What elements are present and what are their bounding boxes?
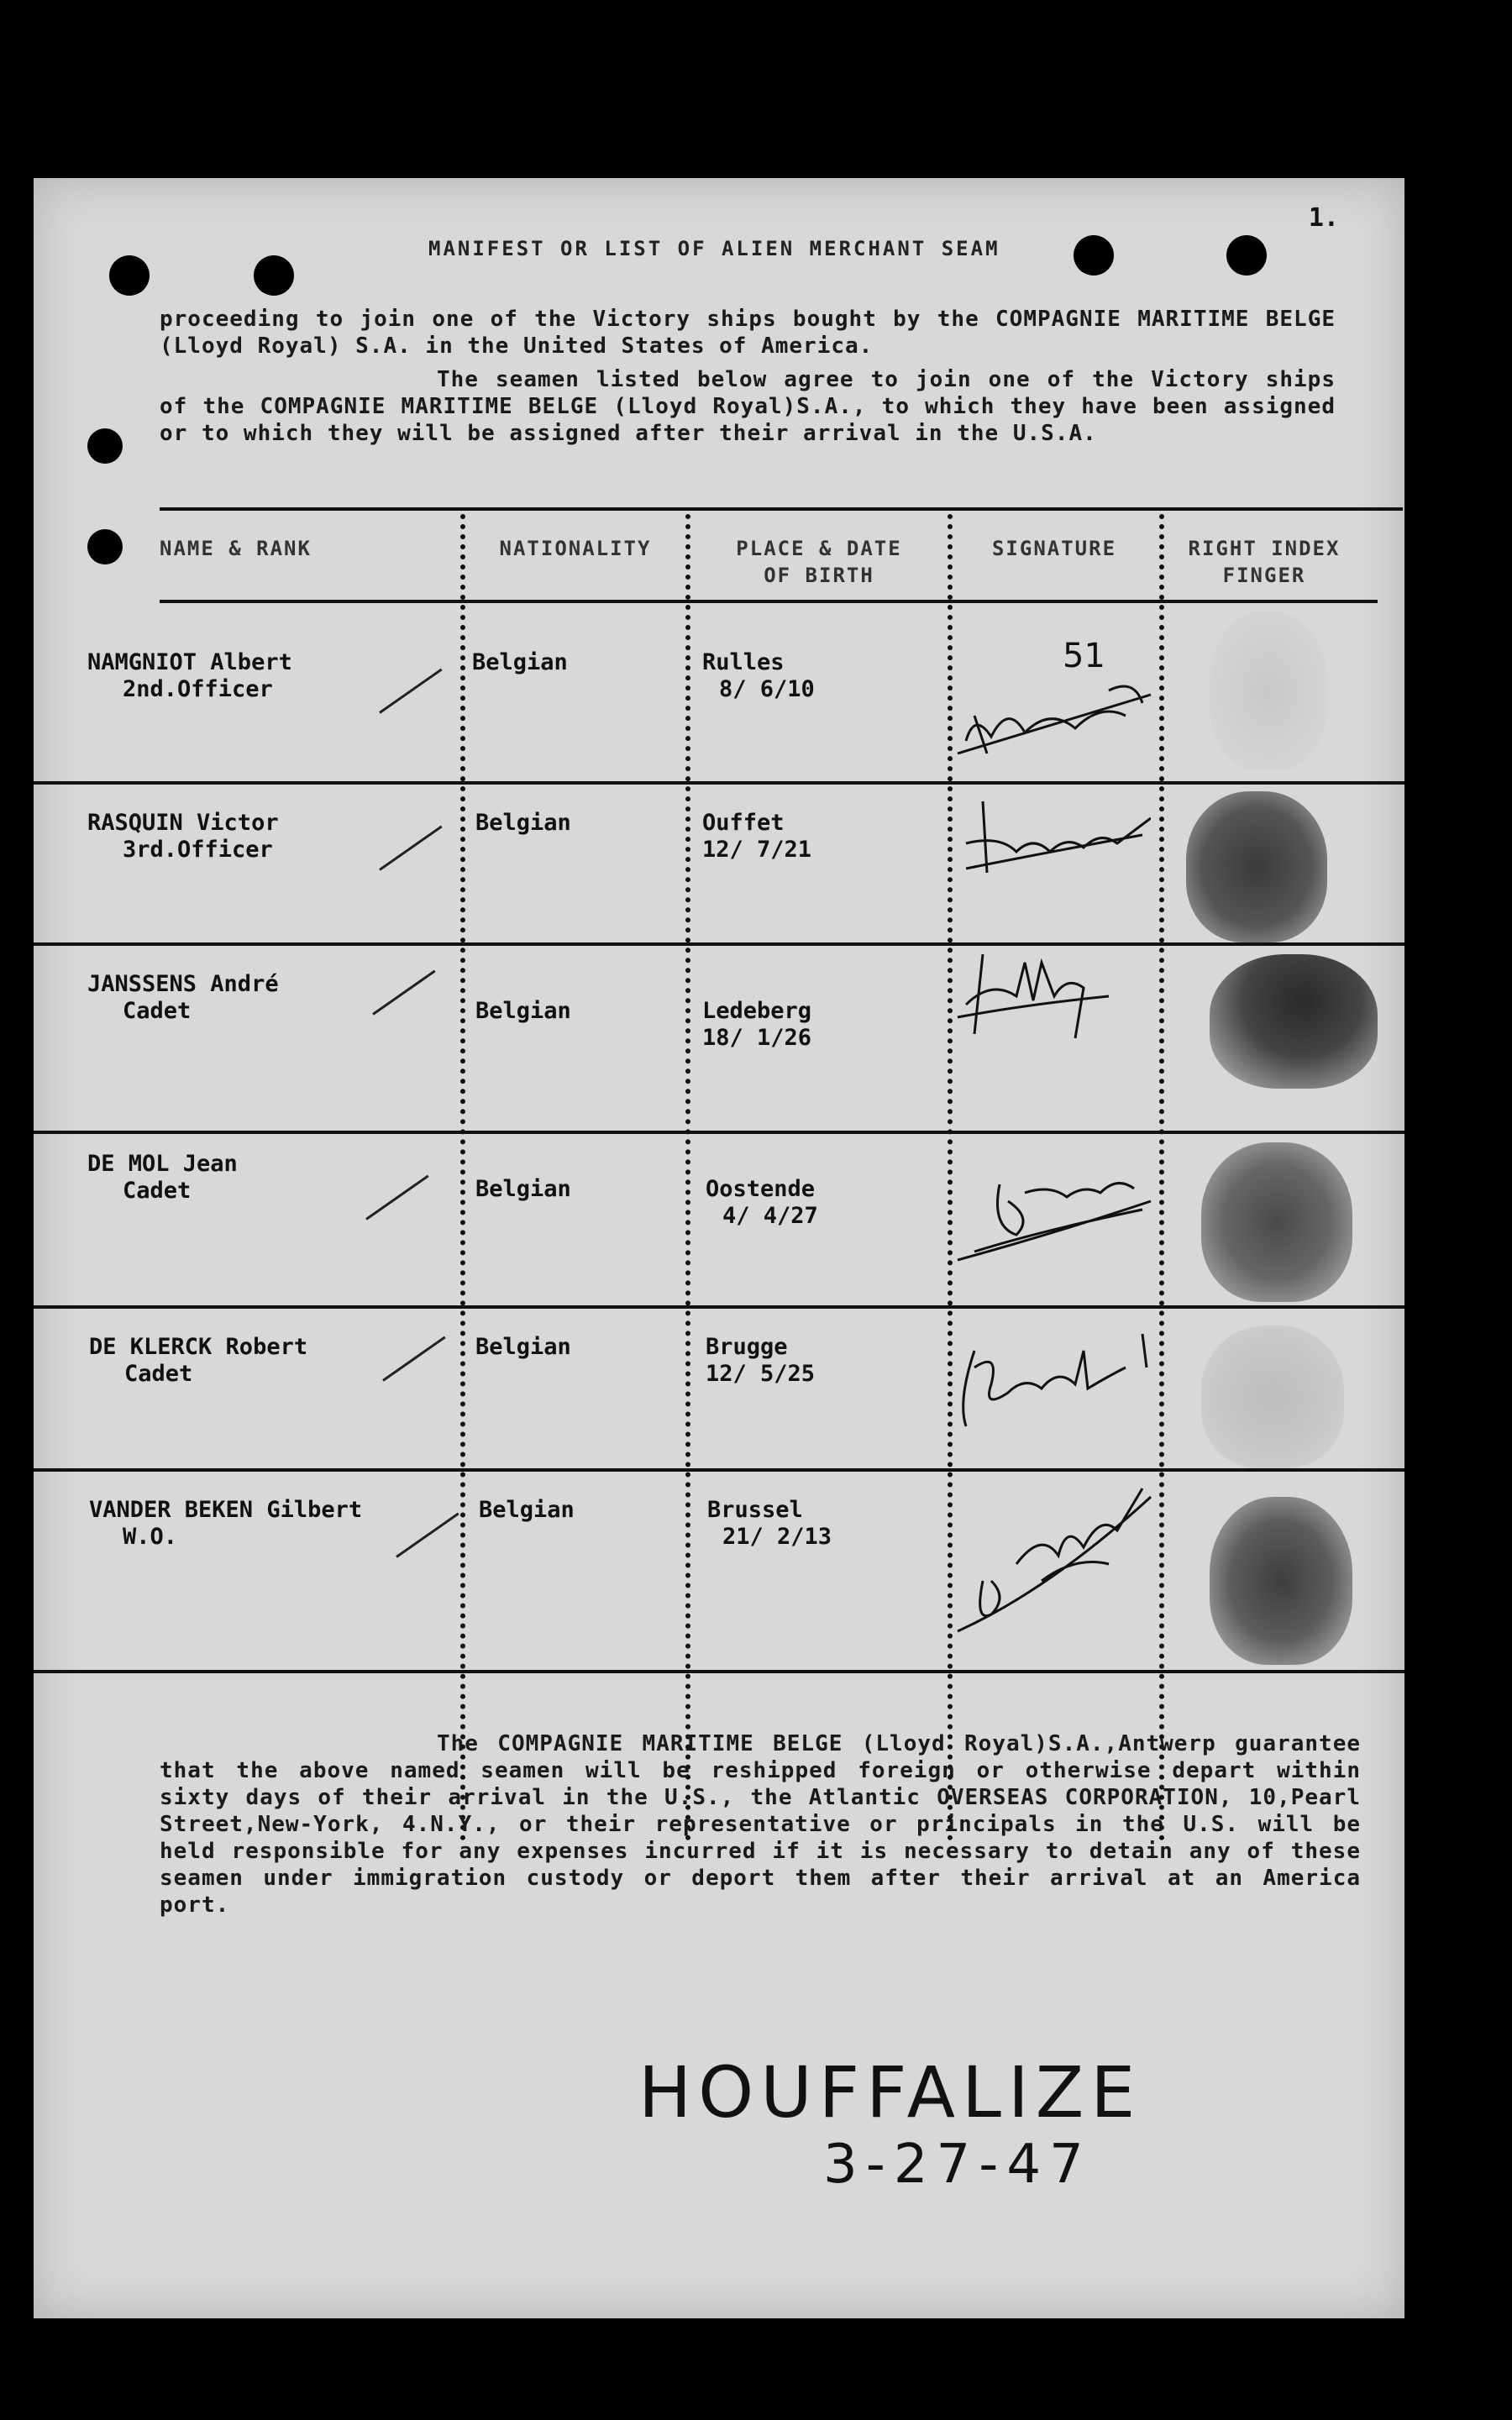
signature-note: 51 [1063, 637, 1105, 675]
signature [941, 1472, 1159, 1640]
signature [949, 793, 1151, 885]
birth-place: Rulles [702, 649, 785, 675]
fingerprint [1201, 1325, 1344, 1468]
signature [941, 1317, 1159, 1443]
seaman-name: RASQUIN Victor [87, 810, 279, 836]
birth-date: 12/ 7/21 [702, 837, 812, 863]
nationality: Belgian [479, 1497, 575, 1523]
signature [941, 946, 1126, 1047]
nationality: Belgian [475, 1176, 571, 1202]
birth-date: 12/ 5/25 [706, 1361, 816, 1387]
page-number: 1. [1308, 203, 1339, 233]
signature [941, 1151, 1159, 1268]
table-row [34, 602, 1404, 780]
seaman-name: NAMGNIOT Albert [87, 649, 292, 675]
check-mark [379, 826, 442, 871]
table-top-rule [160, 507, 1403, 511]
punch-hole [1226, 235, 1267, 276]
column-header-name: NAME & RANK [160, 537, 312, 560]
seaman-name: VANDER BEKEN Gilbert [89, 1497, 363, 1523]
punch-hole [87, 529, 123, 564]
punch-hole [254, 255, 294, 296]
table-bottom-rule [34, 1670, 1404, 1673]
seaman-rank: W.O. [123, 1524, 178, 1550]
signature [941, 653, 1159, 770]
table-row [34, 946, 1404, 1131]
table-row [34, 1309, 1404, 1468]
column-header-nationality: NATIONALITY [499, 537, 652, 560]
handwritten-date: 3-27-47 [823, 2134, 1092, 2196]
nationality: Belgian [475, 810, 571, 836]
seaman-rank: Cadet [124, 1361, 193, 1387]
guarantee-text: The COMPAGNIE MARITIME BELGE (Lloyd Royal)S.A.,Antwerp guarantee that the above named seamen will be reshipped foreign or otherwise depart within sixty days of their arrival in the U.S., the Atlantic OVERSEAS CORPORATION, 10,Pearl Street,New-York, 4.N.Y., or their representative or principals in the U.S. will be held responsible for any expenses incurred if it is necessary to detain any of these seamen under immigration custody or deport them after their arrival at an America port. [160, 1731, 1361, 1918]
fingerprint [1210, 1497, 1352, 1665]
manifest-page [34, 178, 1404, 2318]
seaman-rank: 2nd.Officer [123, 676, 273, 702]
seaman-rank: 3rd.Officer [123, 837, 273, 863]
punch-hole [1074, 235, 1114, 276]
intro-paragraph-2: The seamen listed below agree to join one of the Victory ships of the COMPAGNIE MARITIME BELGE (Lloyd Royal)S.A., to which they have been assigned or to which they will be assigned after their arrival in the U.S.A. [160, 367, 1336, 446]
punch-hole [109, 255, 150, 296]
table-row [34, 785, 1404, 953]
guarantee-paragraph [160, 1730, 1361, 1919]
column-header-signature: SIGNATURE [991, 537, 1117, 560]
nationality: Belgian [475, 998, 571, 1024]
birth-place: Brussel [707, 1497, 803, 1523]
intro-text [160, 306, 1336, 447]
check-mark [382, 1336, 445, 1382]
fingerprint [1210, 954, 1378, 1089]
birth-date: 21/ 2/13 [722, 1524, 832, 1550]
page-title: MANIFEST OR LIST OF ALIEN MERCHANT SEAM [428, 237, 1000, 260]
punch-hole [87, 428, 123, 464]
birth-place: Ouffet [702, 810, 785, 836]
seaman-rank: Cadet [123, 1178, 192, 1204]
birth-date: 18/ 1/26 [702, 1025, 812, 1051]
fingerprint [1201, 1142, 1352, 1302]
fingerprint [1210, 611, 1327, 770]
column-header-finger: RIGHT INDEX FINGER [1188, 537, 1341, 587]
birth-date: 8/ 6/10 [719, 676, 815, 702]
check-mark [396, 1513, 459, 1558]
seaman-rank: Cadet [123, 998, 192, 1024]
check-mark [365, 1175, 428, 1220]
seaman-name: DE KLERCK Robert [89, 1334, 308, 1360]
nationality: Belgian [475, 1334, 571, 1360]
intro-paragraph-1: proceeding to join one of the Victory ships bought by the COMPAGNIE MARITIME BELGE (Lloyd Royal) S.A. in the United States of America. [160, 307, 1336, 359]
birth-date: 4/ 4/27 [722, 1203, 818, 1229]
birth-place: Ledeberg [702, 998, 812, 1024]
nationality: Belgian [472, 649, 568, 675]
table-row [34, 1134, 1404, 1302]
check-mark [379, 669, 442, 714]
handwritten-ship-name: HOUFFALIZE [638, 2051, 1142, 2134]
table-row [34, 1472, 1404, 1673]
birth-place: Oostende [706, 1176, 816, 1202]
birth-place: Brugge [706, 1334, 788, 1360]
seaman-name: JANSSENS André [87, 971, 279, 997]
seaman-name: DE MOL Jean [87, 1151, 238, 1177]
fingerprint [1186, 791, 1327, 942]
check-mark [372, 970, 435, 1016]
column-header-place-date: PLACE & DATE OF BIRTH [736, 537, 902, 587]
